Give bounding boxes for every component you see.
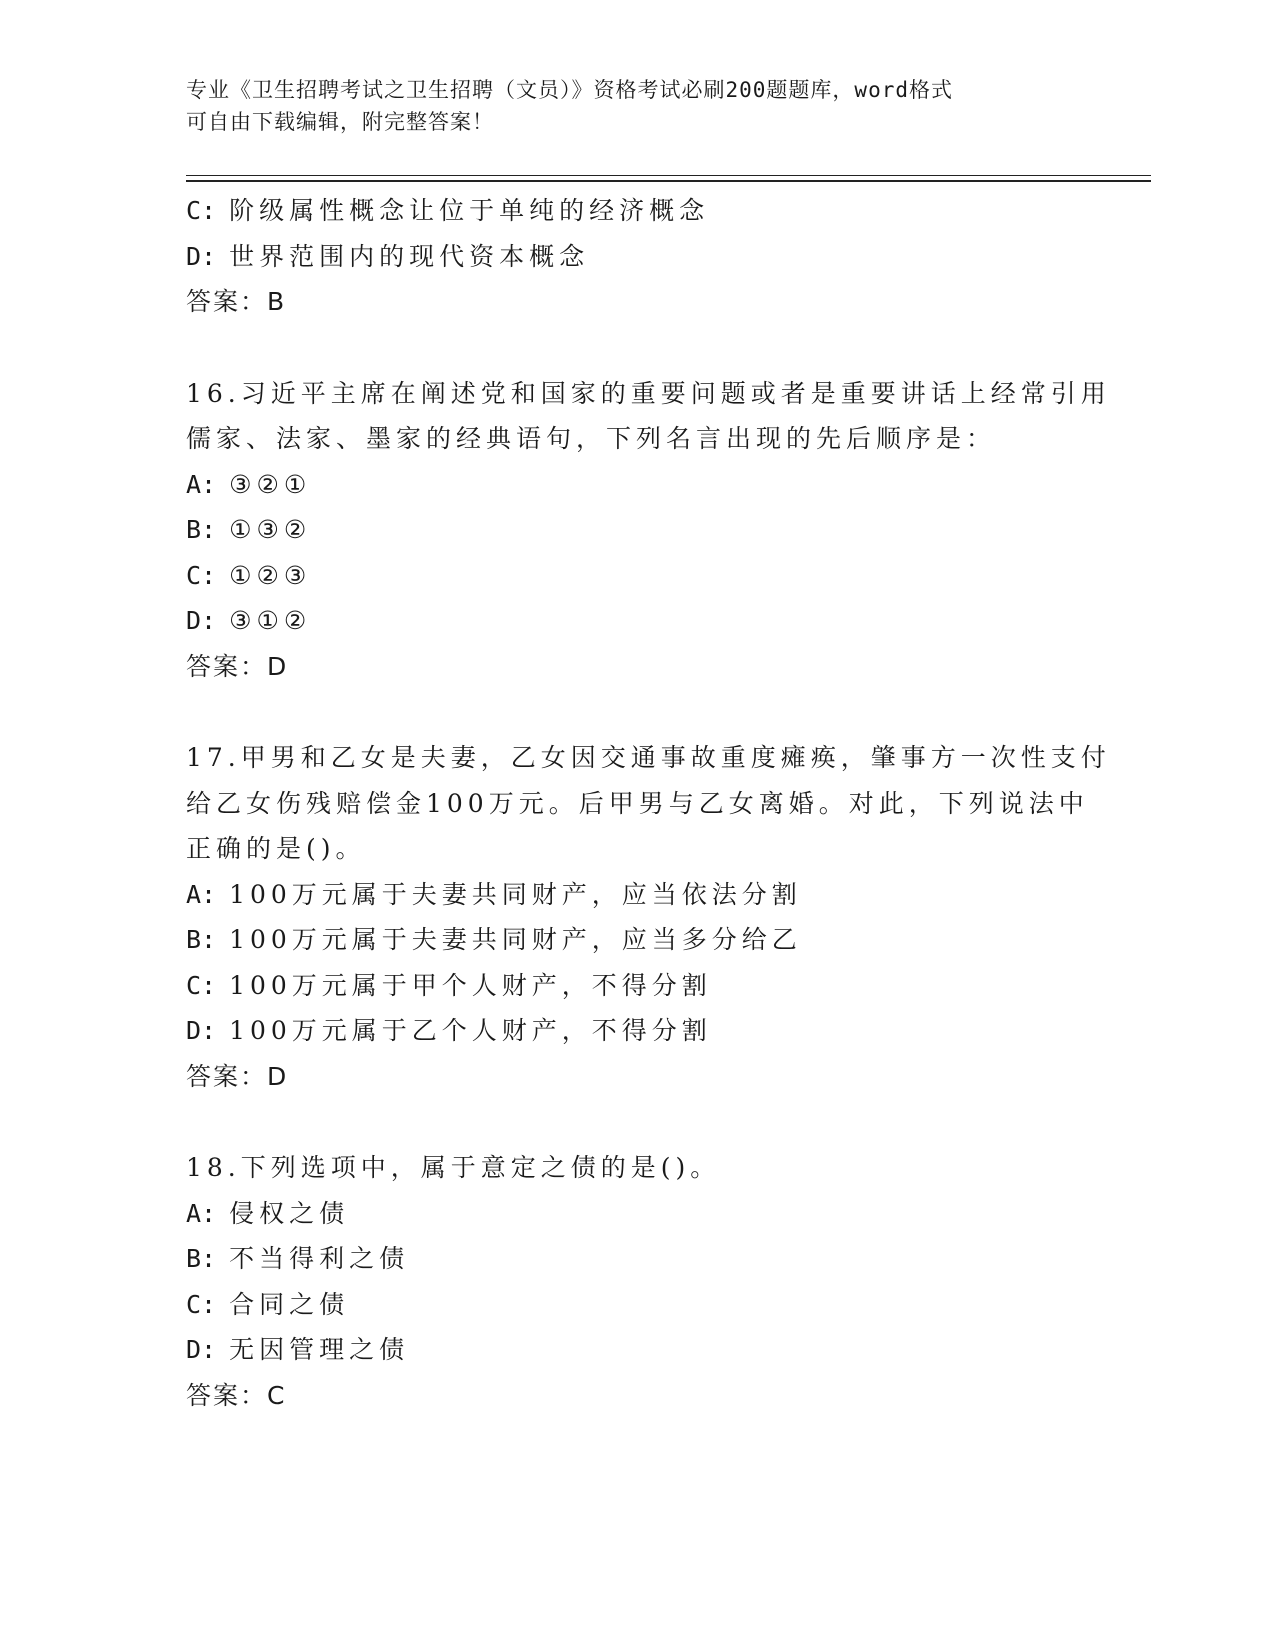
option-text: ③②①	[229, 469, 312, 499]
question-17	[186, 735, 1111, 1099]
answer-line: 答案：D	[186, 1061, 289, 1091]
spacer	[186, 1099, 1086, 1145]
option-text: 100万元属于夫妻共同财产，应当多分给乙	[229, 925, 802, 954]
option-letter: B:	[186, 515, 217, 544]
option-c	[186, 963, 1086, 1009]
header-divider-thin	[186, 175, 1151, 176]
answer-line: 答案：C	[186, 1380, 287, 1410]
option-letter: B:	[186, 1244, 217, 1273]
option-a	[186, 462, 1086, 508]
option-b	[186, 1236, 1086, 1282]
option-text: 100万元属于甲个人财产，不得分割	[229, 970, 712, 1000]
option-text: 合同之债	[229, 1289, 350, 1319]
option-letter: A:	[186, 469, 217, 499]
question-stem-line: 17.甲男和乙女是夫妻，乙女因交通事故重度瘫痪，肇事方一次性支付	[186, 743, 1111, 772]
option-text: 世界范围内的现代资本概念	[229, 241, 590, 271]
option-a	[186, 872, 1086, 918]
option-text: 侵权之债	[229, 1198, 350, 1228]
document-header	[186, 74, 1086, 138]
answer-line: 答案：B	[186, 287, 287, 316]
option-d	[186, 1327, 1086, 1373]
question-stem-line: 给乙女伤残赔偿金100万元。后甲男与乙女离婚。对此，下列说法中	[186, 788, 1089, 818]
option-d	[186, 234, 1086, 280]
question-15	[186, 188, 1086, 325]
answer-line: 答案：D	[186, 651, 289, 681]
question-stem-line: 16.习近平主席在阐述党和国家的重要问题或者是重要讲话上经常引用	[186, 378, 1111, 408]
option-letter: D:	[186, 606, 217, 635]
spacer	[186, 325, 1086, 371]
option-d	[186, 598, 1086, 644]
option-text: 100万元属于夫妻共同财产，应当依法分割	[229, 879, 802, 909]
option-letter: C:	[186, 1289, 217, 1319]
option-letter: A:	[186, 879, 217, 909]
option-text: ③①②	[229, 606, 312, 635]
option-letter: D:	[186, 1335, 217, 1364]
option-a	[186, 1191, 1086, 1237]
question-stem-line: 18.下列选项中，属于意定之债的是()。	[186, 1153, 721, 1182]
document-body	[186, 188, 1111, 1418]
header-line-1: 专业《卫生招聘考试之卫生招聘（文员）》资格考试必刷200题题库，word格式	[186, 78, 953, 102]
option-c	[186, 553, 1086, 599]
option-letter: B:	[186, 925, 217, 954]
option-letter: D:	[186, 241, 217, 271]
option-b	[186, 507, 1086, 553]
option-c	[186, 188, 1086, 234]
question-16	[186, 371, 1111, 690]
option-text: ①③②	[229, 515, 312, 544]
spacer	[186, 689, 1086, 735]
question-18	[186, 1145, 1086, 1418]
option-text: 无因管理之债	[229, 1335, 410, 1364]
option-text: 不当得利之债	[229, 1244, 410, 1273]
option-text: 阶级属性概念让位于单纯的经济概念	[229, 196, 710, 225]
option-b	[186, 917, 1086, 963]
option-d	[186, 1008, 1086, 1054]
question-stem-line: 正确的是()。	[186, 834, 366, 863]
option-letter: C:	[186, 970, 217, 1000]
option-text: ①②③	[229, 560, 312, 590]
option-letter: A:	[186, 1198, 217, 1228]
option-c	[186, 1282, 1086, 1328]
option-letter: C:	[186, 196, 217, 225]
option-letter: D:	[186, 1016, 217, 1045]
option-letter: C:	[186, 560, 217, 590]
option-text: 100万元属于乙个人财产，不得分割	[229, 1016, 712, 1045]
header-divider-thick	[186, 180, 1151, 182]
header-line-2: 可自由下载编辑，附完整答案！	[186, 110, 494, 134]
question-stem-line: 儒家、法家、墨家的经典语句，下列名言出现的先后顺序是：	[186, 424, 997, 453]
